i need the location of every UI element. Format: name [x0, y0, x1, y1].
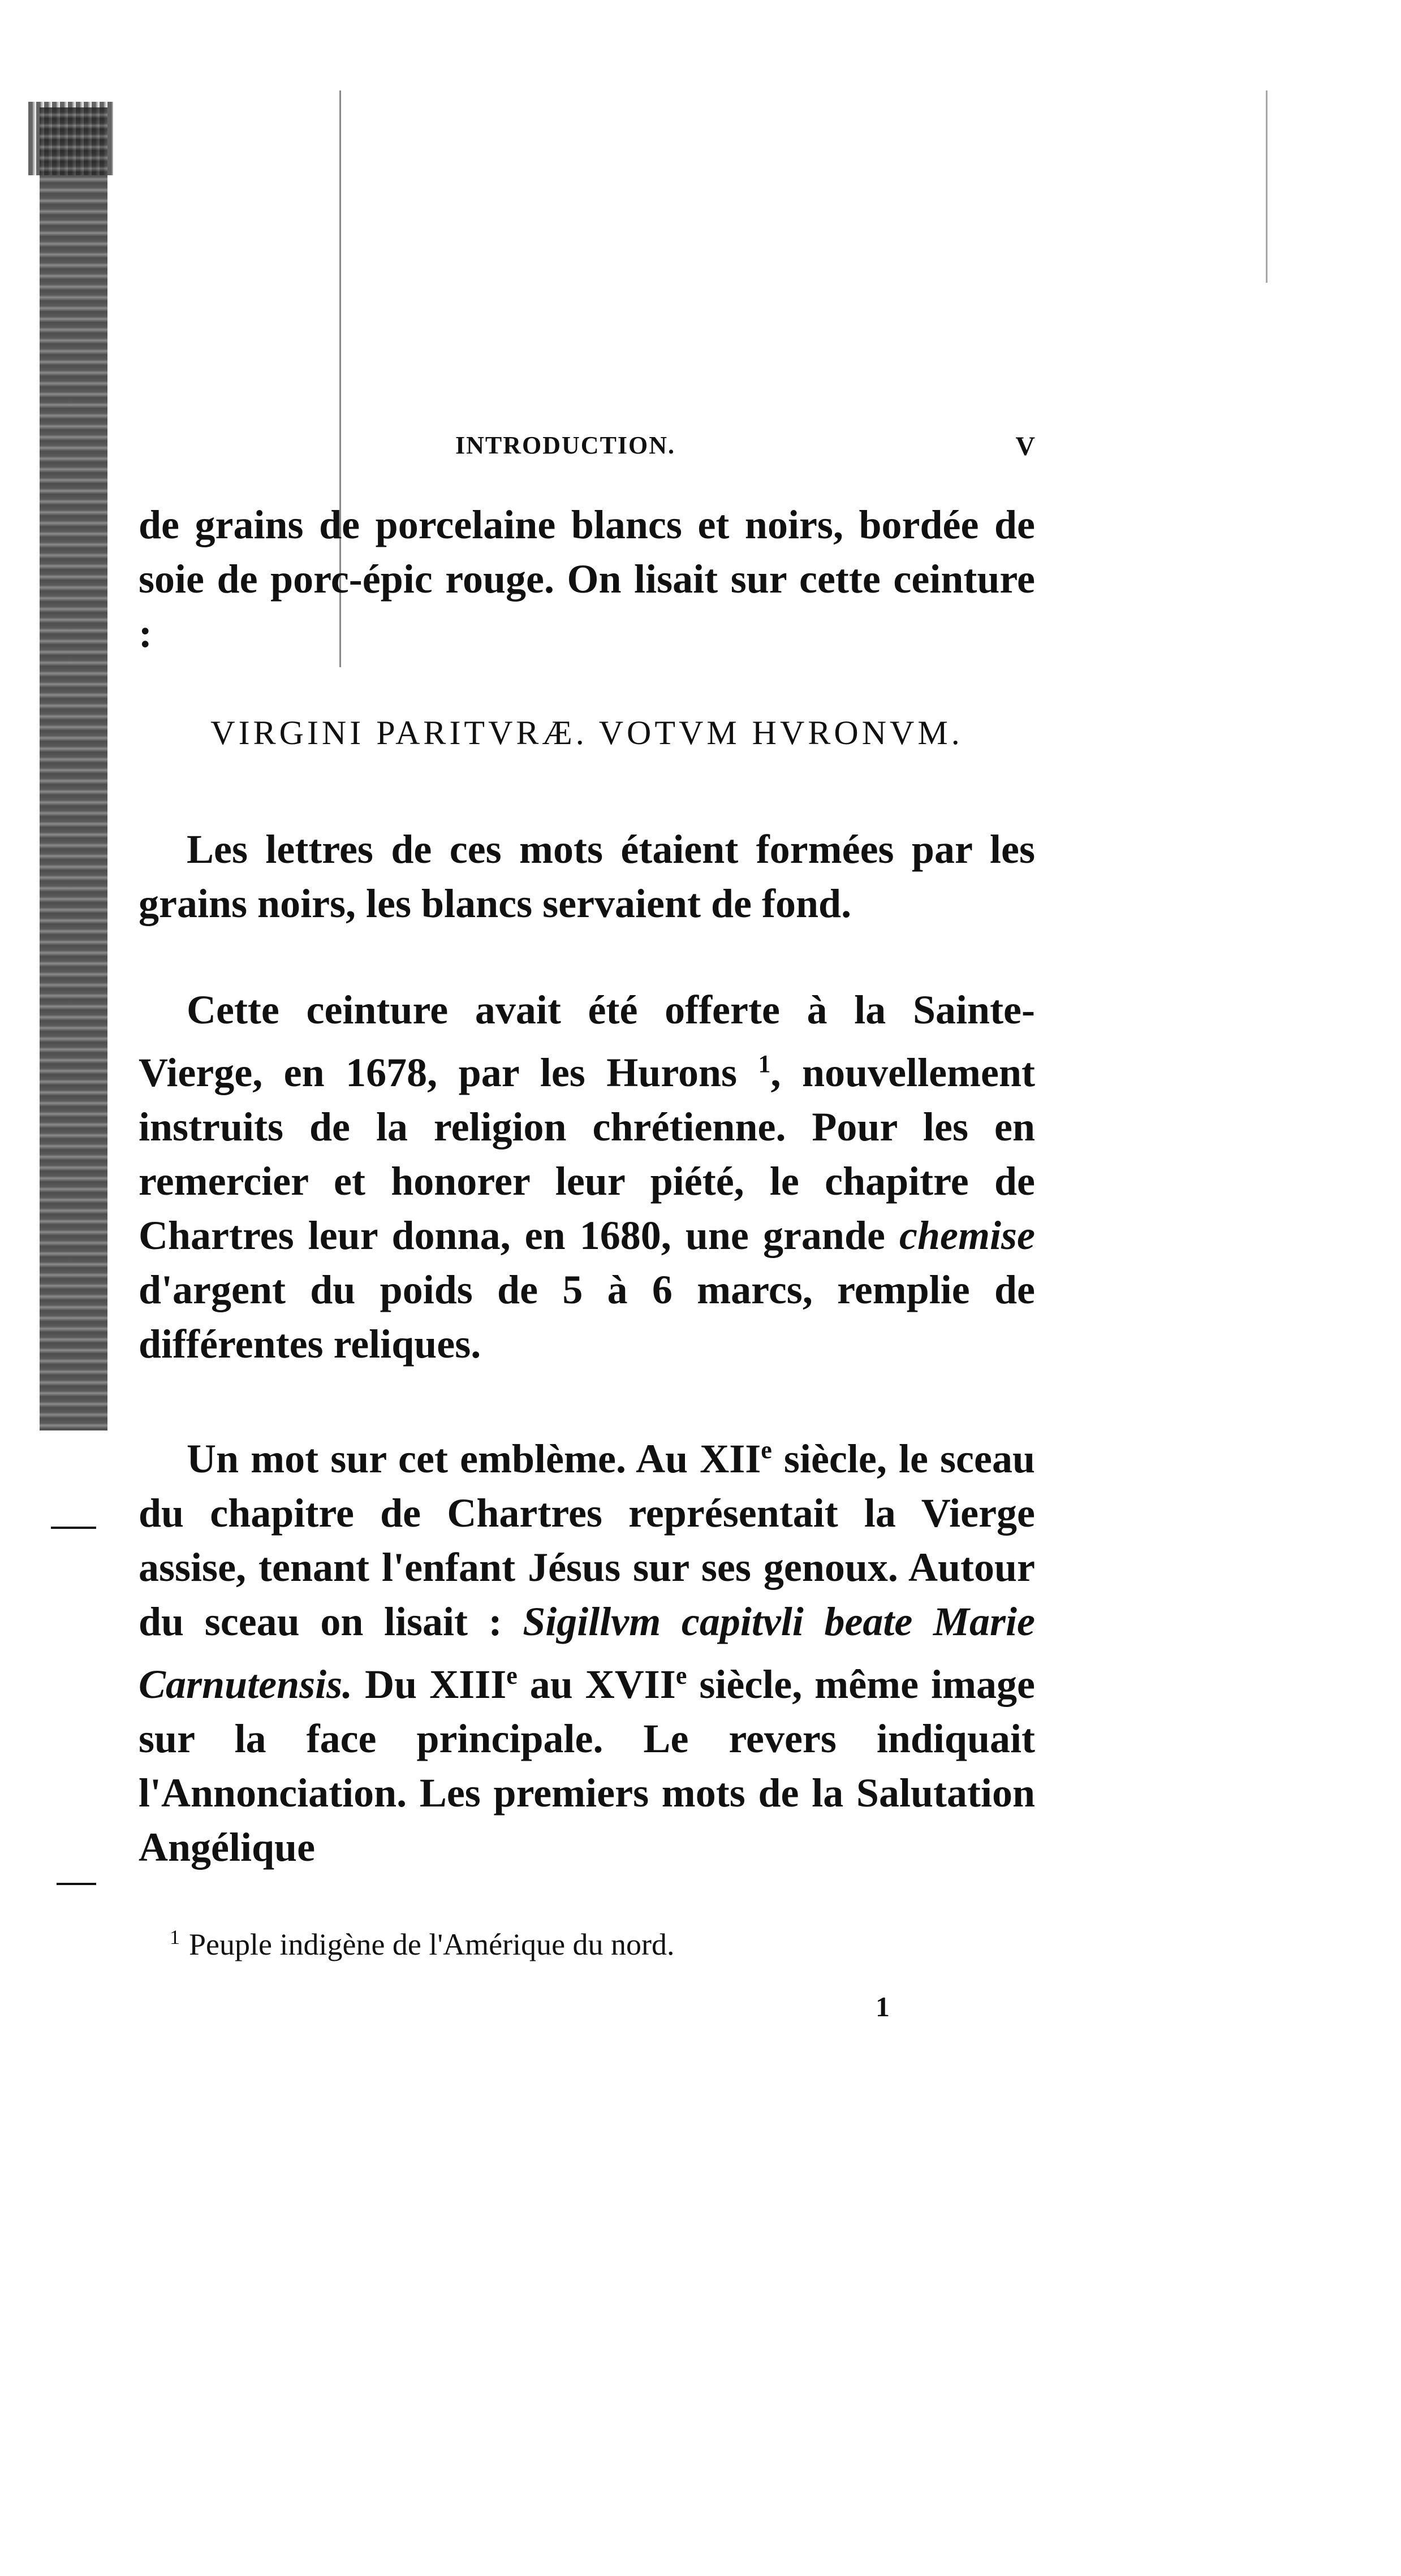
- running-head: INTRODUCTION.: [455, 431, 676, 459]
- footnote-marker: 1: [170, 1926, 180, 1948]
- paragraph-1: de grains de porcelaine blancs et noirs, bordée de soie de porc-épic rouge. On lisait sur cette ceinture :: [139, 502, 1035, 656]
- latin-inscription: VIRGINI PARITVRÆ. VOTVM HVRONVM.: [210, 714, 963, 751]
- footnote-ref: 1: [758, 1050, 771, 1078]
- superscript: e: [506, 1662, 518, 1689]
- margin-mark: [57, 1883, 96, 1885]
- paragraph-4-part: au XVII: [517, 1662, 676, 1707]
- superscript: e: [675, 1662, 687, 1689]
- paragraph-4: [139, 1423, 1035, 1874]
- paragraph-3-part: , nouvellement instruits de la religion chrétienne. Pour les en remercier et honorer leur piété, le chapitre de Chartres leur donna, en 1680, une grande: [139, 1050, 1035, 1258]
- italic-term: chemise: [899, 1213, 1035, 1258]
- superscript: e: [761, 1436, 772, 1464]
- paragraph-4-part: Un mot sur cet emblème. Au XII: [187, 1436, 761, 1481]
- footnote: [170, 1925, 905, 1962]
- paragraph-4-part: Du XIII: [352, 1662, 507, 1707]
- paragraph-3-part: d'argent du poids de 5 à 6 marcs, remplie de différentes reliques.: [139, 1267, 1035, 1367]
- signature-mark: 1: [876, 1991, 890, 2022]
- page-header: [139, 431, 1035, 470]
- paragraph-2: Les lettres de ces mots étaient formées par les grains noirs, les blancs servaient de fond.: [139, 827, 1035, 926]
- margin-mark: [51, 1527, 96, 1529]
- paragraph-4-part: siècle, même image sur la face principale. Le revers indiquait l'Annonciation. Les premiers mots de la Salutation Angélique: [139, 1662, 1036, 1870]
- page-number: V: [1015, 431, 1035, 461]
- scan-edge-shadow: [40, 107, 107, 1430]
- paragraph-3-part: Cette ceinture avait été offerte à la Sainte-Vierge, en 1678, par les Hurons: [139, 987, 1035, 1095]
- italic-seal-legend: Sigillvm capitvli beate Marie Carnutensis.: [139, 1599, 1035, 1707]
- scan-artifact-line-right: [1266, 90, 1268, 283]
- body-text: [139, 498, 1035, 1874]
- paragraph-3: [139, 983, 1035, 1371]
- footnote-text: Peuple indigène de l'Amérique du nord.: [189, 1927, 675, 1961]
- paragraph-4-part: siècle, le sceau du chapitre de Chartres représentait la Vierge assise, tenant l'enfant Jésus sur ses genoux. Autour du sceau on lisait :: [139, 1436, 1035, 1644]
